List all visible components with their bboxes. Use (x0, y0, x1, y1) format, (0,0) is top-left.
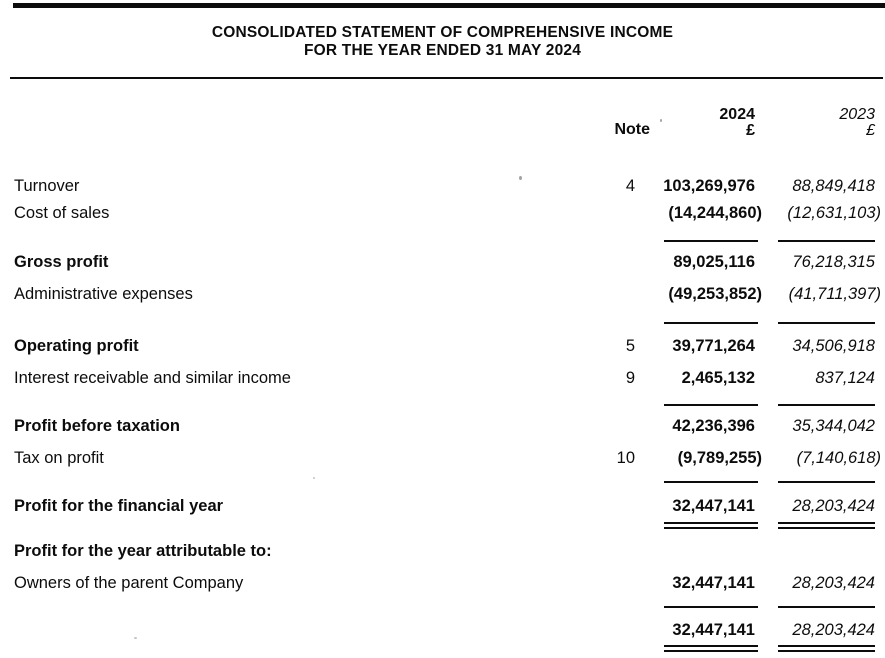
row-note: 10 (616, 449, 635, 467)
row-label: Profit for the financial year (14, 497, 224, 515)
row-value-2023: (41,711,397) (788, 285, 881, 303)
row-value-2023: 837,124 (815, 369, 875, 387)
title-underline-rule (10, 77, 883, 79)
row-value-2023: 28,203,424 (792, 621, 875, 639)
row-value-2024: 32,447,141 (672, 621, 755, 639)
row-value-2023: 28,203,424 (792, 574, 875, 592)
row-label: Turnover (14, 177, 80, 195)
row-value-2023: 28,203,424 (792, 497, 875, 515)
subtotal-rule-2023 (778, 404, 875, 406)
row-label: Owners of the parent Company (14, 574, 244, 592)
row-value-2023: (7,140,618) (796, 449, 881, 467)
subtotal-rule-2024 (664, 240, 758, 242)
row-value-2024: 89,025,116 (673, 253, 755, 271)
row-cost-of-sales (0, 204, 885, 224)
statement-title-line2: FOR THE YEAR ENDED 31 MAY 2024 (303, 42, 582, 59)
scan-speck (313, 477, 315, 479)
statement-title (0, 24, 885, 60)
scan-speck (660, 119, 662, 122)
column-header-year-2024: 2024 (719, 106, 755, 123)
row-value-2023: 88,849,418 (792, 177, 875, 195)
subtotal-rule-2024 (664, 481, 758, 483)
row-value-2024: 2,465,132 (681, 369, 755, 387)
subtotal-rule-2023 (778, 606, 875, 608)
subtotal-rule-2023 (778, 481, 875, 483)
row-attributable-heading (0, 542, 885, 562)
scan-speck (134, 637, 137, 639)
column-header-note: Note (614, 121, 650, 138)
row-value-2023: (12,631,103) (787, 204, 881, 222)
row-value-2023: 76,218,315 (792, 253, 875, 271)
row-value-2024: 32,447,141 (672, 574, 755, 592)
column-header-currency-2024: £ (746, 122, 755, 139)
row-interest-receivable (0, 369, 885, 389)
row-note: 5 (625, 337, 635, 355)
page-top-rule (13, 3, 885, 8)
row-label: Tax on profit (14, 449, 104, 467)
row-tax-on-profit (0, 449, 885, 469)
row-value-2023: 34,506,918 (792, 337, 875, 355)
row-turnover (0, 177, 885, 197)
subtotal-rule-2024 (664, 404, 758, 406)
row-value-2024: (14,244,860) (668, 204, 762, 222)
row-label: Administrative expenses (14, 285, 193, 303)
subtotal-rule-2023 (778, 240, 875, 242)
row-label: Cost of sales (14, 204, 110, 222)
column-header-currency-2023: £ (866, 122, 875, 139)
row-owners-of-parent (0, 574, 885, 594)
row-note: 9 (625, 369, 635, 387)
total-double-rule-2024 (664, 645, 758, 652)
row-profit-before-taxation (0, 417, 885, 437)
row-value-2024: 42,236,396 (672, 417, 755, 435)
row-value-2024: 32,447,141 (672, 497, 755, 515)
scan-speck (519, 176, 522, 180)
row-label: Gross profit (14, 253, 109, 271)
statement-title-line1: CONSOLIDATED STATEMENT OF COMPREHENSIVE INCOME (211, 24, 674, 41)
subtotal-rule-2024 (664, 606, 758, 608)
subtotal-rule-2024 (664, 322, 758, 324)
total-double-rule-2023 (778, 645, 875, 652)
row-value-2023: 35,344,042 (792, 417, 875, 435)
row-gross-profit (0, 253, 885, 273)
subtotal-rule-2023 (778, 322, 875, 324)
row-administrative-expenses (0, 285, 885, 305)
row-label: Interest receivable and similar income (14, 369, 291, 387)
row-attributable-total (0, 621, 885, 641)
row-label: Operating profit (14, 337, 139, 355)
row-profit-for-financial-year (0, 497, 885, 517)
row-operating-profit (0, 337, 885, 357)
row-note: 4 (625, 177, 635, 195)
row-label: Profit before taxation (14, 417, 180, 435)
total-double-rule-2023 (778, 522, 875, 529)
total-double-rule-2024 (664, 522, 758, 529)
row-value-2024: (49,253,852) (668, 285, 762, 303)
column-header-year-2023: 2023 (839, 106, 875, 123)
row-value-2024: 39,771,264 (672, 337, 755, 355)
row-value-2024: 103,269,976 (663, 177, 755, 195)
row-label: Profit for the year attributable to: (14, 542, 272, 560)
row-value-2024: (9,789,255) (677, 449, 762, 467)
